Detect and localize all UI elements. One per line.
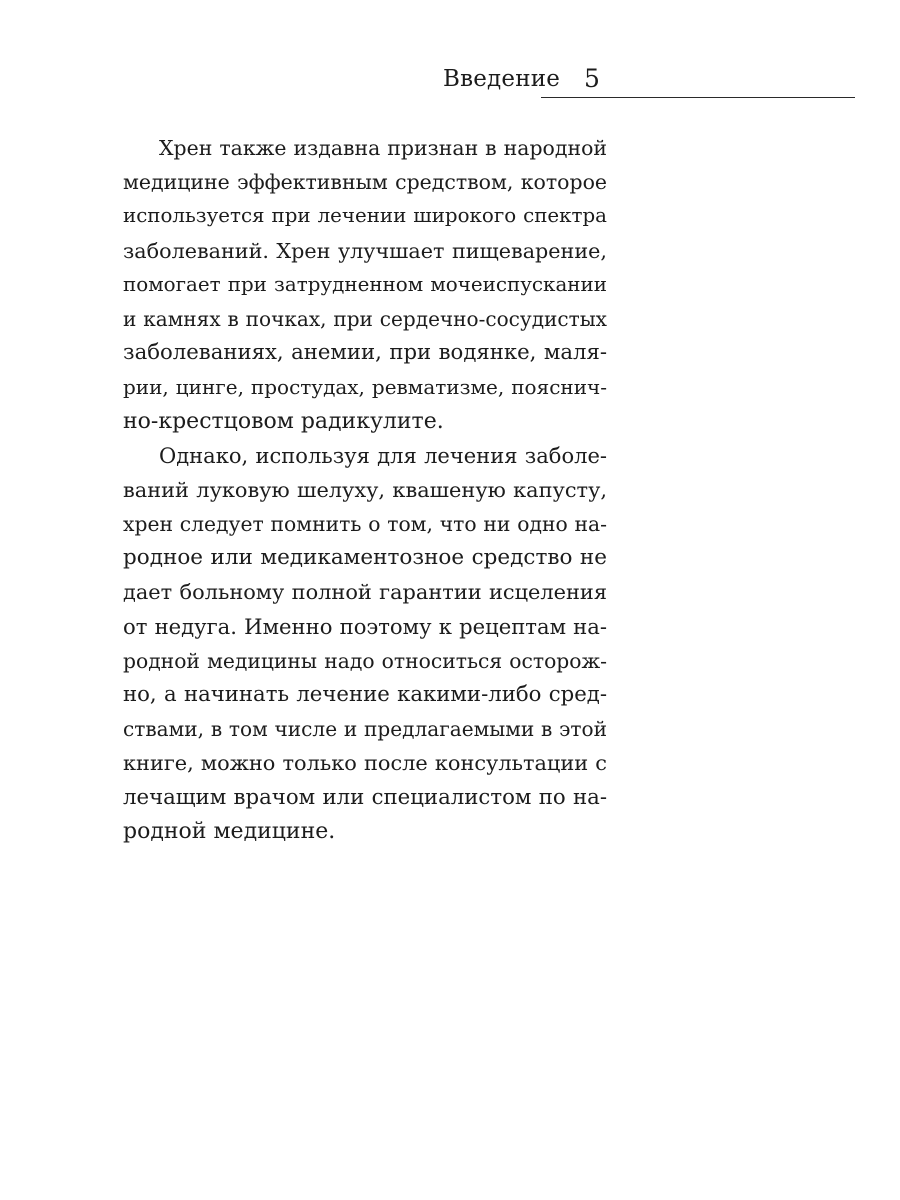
- running-header: [0, 62, 900, 102]
- text-line: медицине эффективным средством, которое: [123, 170, 607, 195]
- text-line: от недуга. Именно поэтому к рецептам на-: [123, 613, 607, 639]
- header-rule: [541, 97, 855, 98]
- text-line: ствами, в том числе и предлагаемыми в этой: [123, 717, 607, 742]
- text-line: родное или медикаментозное средство не: [123, 545, 607, 571]
- section-title: Введение: [443, 66, 561, 92]
- text-line: помогает при затрудненном мочеиспускании: [123, 272, 607, 296]
- text-line: родной медицине.: [123, 818, 336, 844]
- text-line: Однако, используя для лечения заболе-: [159, 442, 607, 468]
- text-line: заболеваний. Хрен улучшает пищеварение,: [123, 238, 607, 263]
- text-line: и камнях в почках, при сердечно-сосудистых: [123, 306, 607, 331]
- text-line: хрен следует помнить о том, что ни одно на-: [123, 512, 607, 537]
- text-line: используется при лечении широкого спектра: [123, 204, 607, 228]
- text-line: дает больному полной гарантии исцеления: [123, 580, 607, 605]
- text-line: но, а начинать лечение какими-либо сред-: [123, 682, 607, 707]
- text-line: заболеваниях, анемии, при водянке, маля-: [123, 340, 607, 366]
- text-line: но-крестцовом радикулите.: [123, 408, 444, 434]
- text-line: рии, цинге, простудах, ревматизме, пояснич-: [123, 375, 607, 400]
- paragraph-2: [123, 439, 607, 849]
- text-line: книге, можно только после консультации с: [123, 751, 607, 776]
- text-line: ваний луковую шелуху, квашеную капусту,: [123, 477, 607, 502]
- paragraph-1: [123, 131, 607, 439]
- text-line: лечащим врачом или специалистом по на-: [123, 784, 607, 810]
- page-number: 5: [584, 64, 600, 93]
- body-text: [123, 131, 607, 849]
- text-line: родной медицины надо относиться осторож-: [123, 648, 607, 673]
- text-line: Хрен также издавна признан в народной: [159, 136, 607, 160]
